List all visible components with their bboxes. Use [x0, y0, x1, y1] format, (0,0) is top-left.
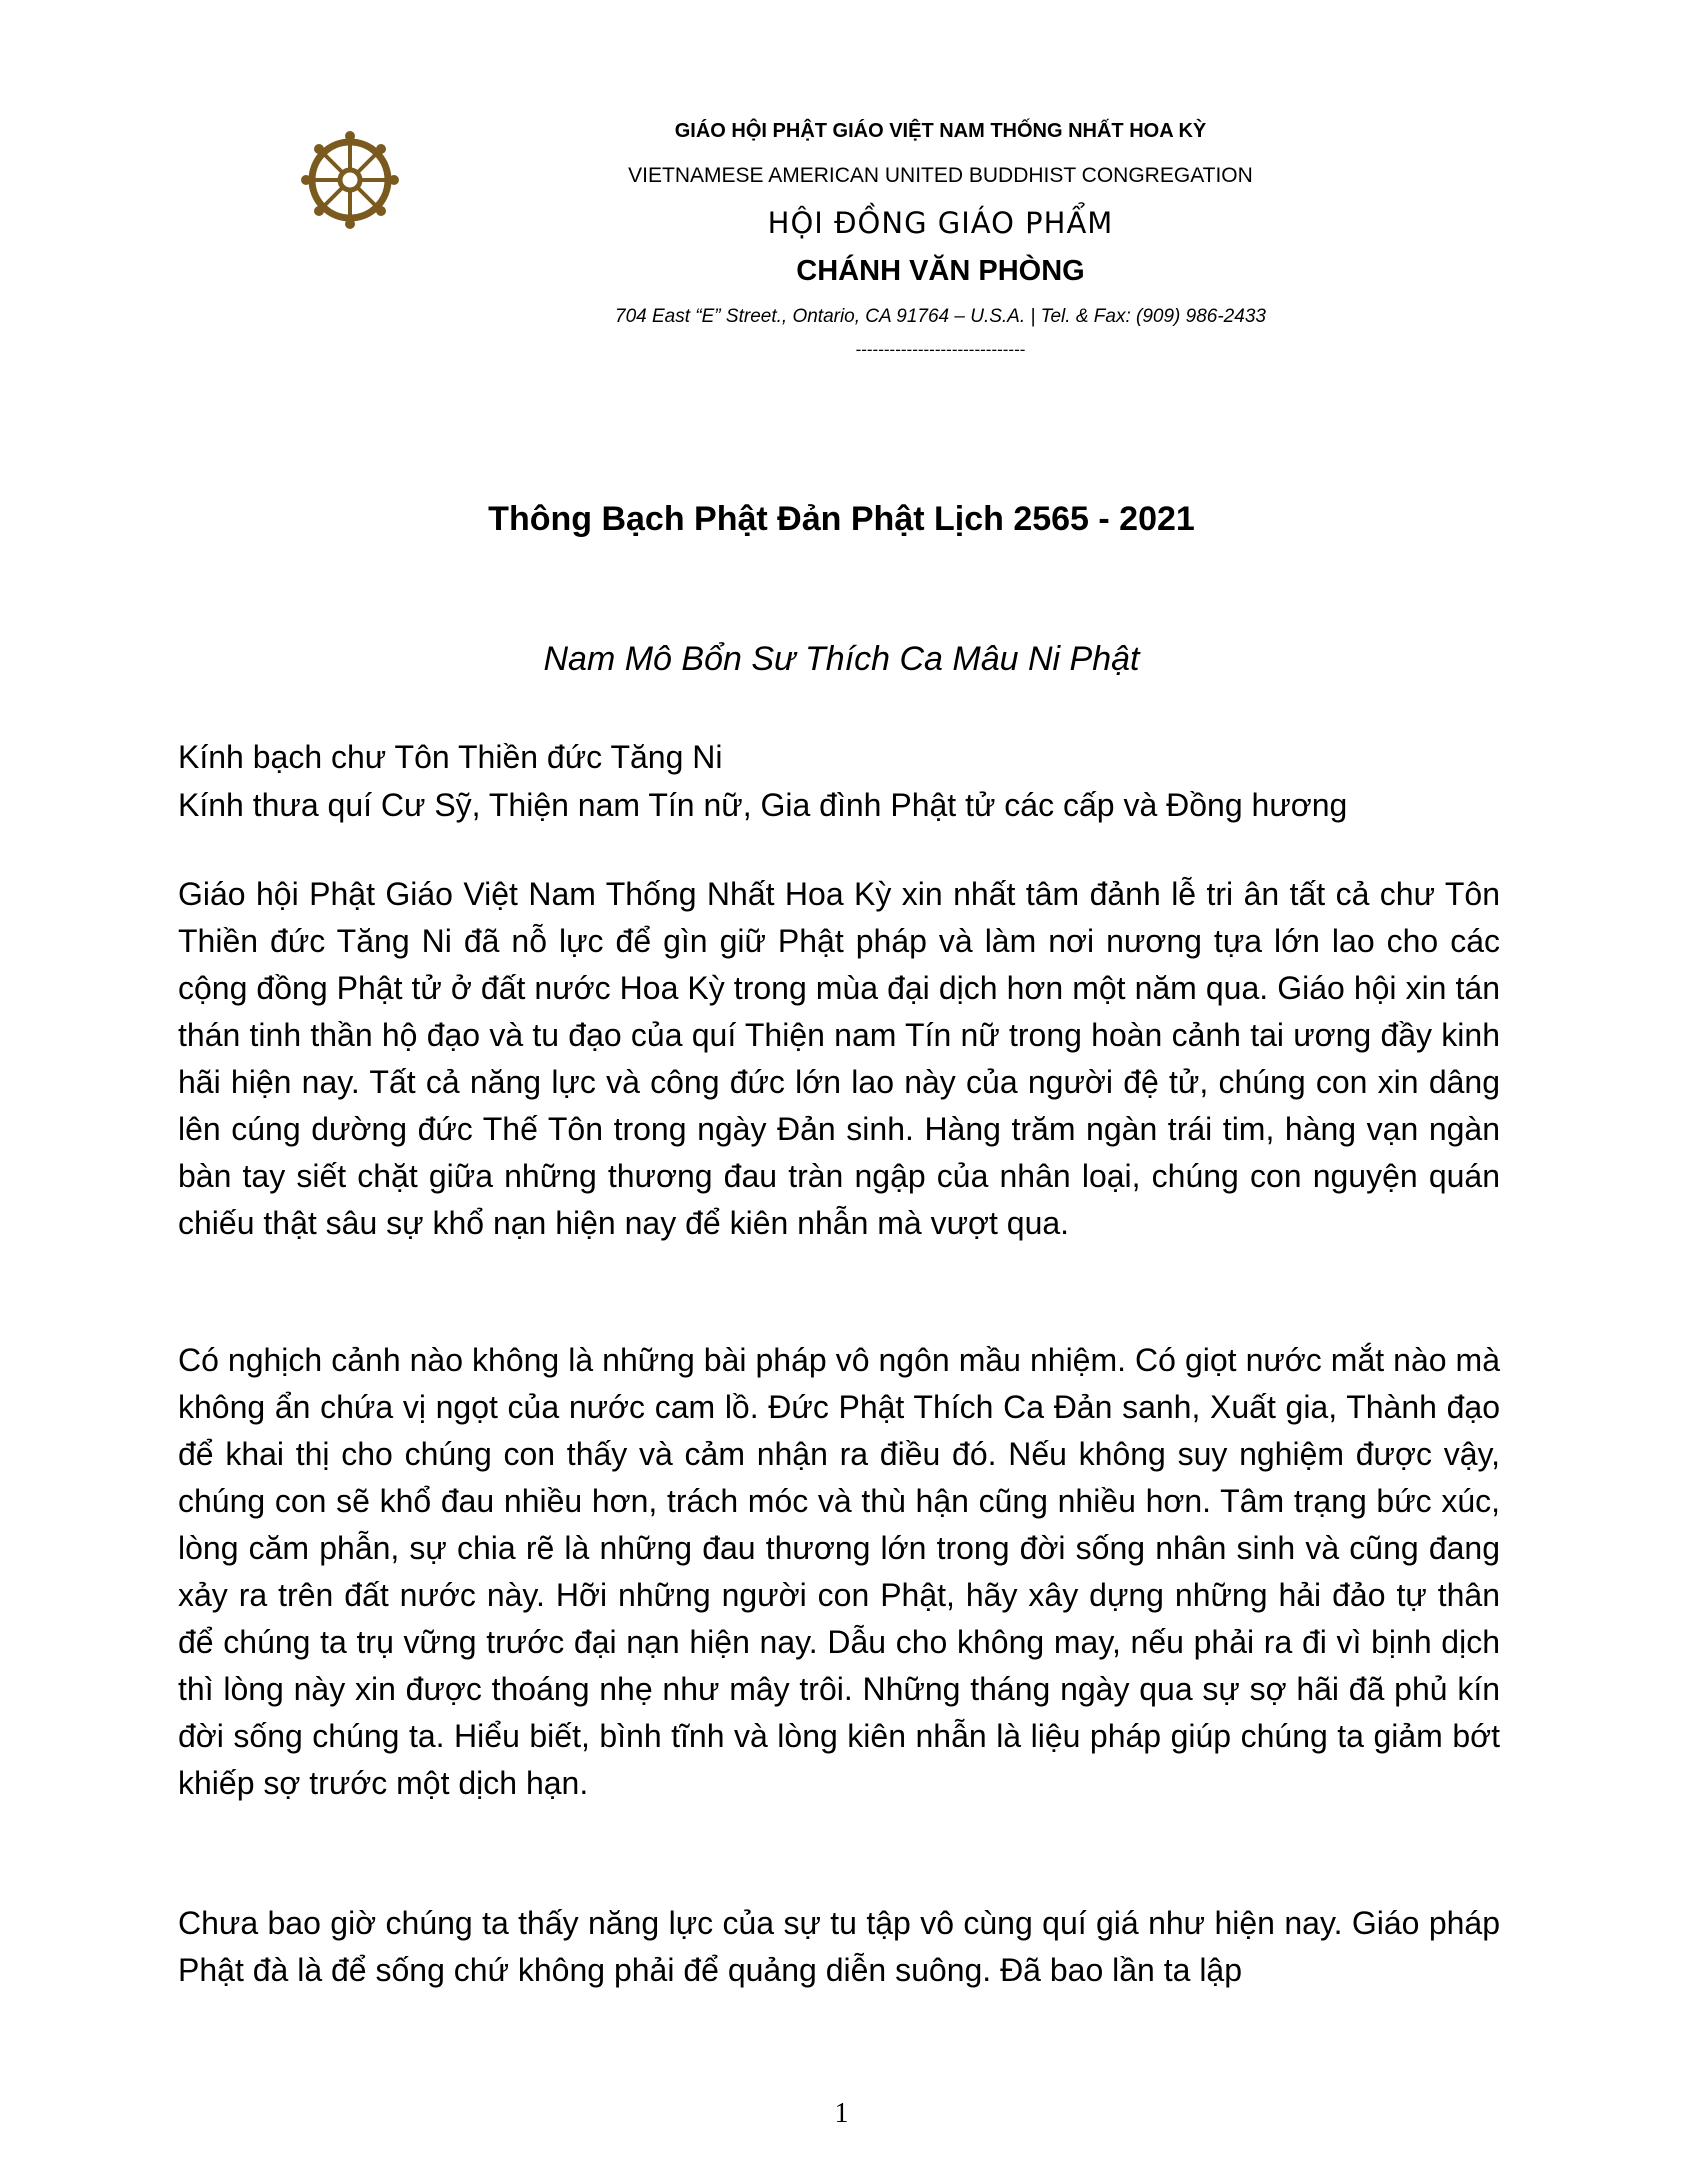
invocation: Nam Mô Bổn Sư Thích Ca Mâu Ni Phật: [543, 640, 1140, 678]
council-name: HỘI ĐỒNG GIÁO PHẨM: [767, 206, 1114, 240]
body-paragraph: Giáo hội Phật Giáo Việt Nam Thống Nhất Hoa Kỳ xin nhất tâm đảnh lễ tri ân tất cả chư Tôn Thiền đức Tăng Ni đã nỗ lực để gìn giữ Phật pháp và làm nơi nương tựa lớn lao cho các cộng đồng Phật tử ở đất nước Hoa Kỳ trong mùa đại dịch hơn một năm qua. Giáo hội xin tán thán tinh thần hộ đạo và tu đạo của quí Thiện nam Tín nữ trong hoàn cảnh tai ương đầy kinh hãi hiện nay. Tất cả năng lực và công đức lớn lao này của người đệ tử, chúng con xin dâng lên cúng dường đức Thế Tôn trong ngày Đản sinh. Hàng trăm ngàn trái tim, hàng vạn ngàn bàn tay siết chặt giữa những thương đau tràn ngập của nhân loại, chúng con nguyện quán chiếu thật sâu sự khổ nạn hiện nay để kiên nhẫn mà vượt qua.: [178, 876, 1500, 1241]
org-name-vietnamese: GIÁO HỘI PHẬT GIÁO VIỆT NAM THỐNG NHẤT HOA KỲ: [674, 120, 1207, 142]
body-paragraph: Chưa bao giờ chúng ta thấy năng lực của sự tu tập vô cùng quí giá như hiện nay. Giáo pháp Phật đà là để sống chứ không phải để quảng diễn suông. Đã bao lần ta lập: [178, 1905, 1500, 1988]
address-line: 704 East “E” Street., Ontario, CA 91764 – U.S.A. | Tel. & Fax: (909) 986-2433: [615, 306, 1266, 327]
document-title: Thông Bạch Phật Đản Phật Lịch 2565 - 2021: [488, 500, 1195, 538]
body-paragraph: Có nghịch cảnh nào không là những bài pháp vô ngôn mầu nhiệm. Có giọt nước mắt nào mà không ẩn chứa vị ngọt của nước cam lồ. Đức Phật Thích Ca Đản sanh, Xuất gia, Thành đạo để khai thị cho chúng con thấy và cảm nhận ra điều đó. Nếu không suy nghiệm được vậy, chúng con sẽ khổ đau nhiều hơn, trách móc và thù hận cũng nhiều hơn. Tâm trạng bức xúc, lòng căm phẫn, sự chia rẽ là những đau thương lớn trong đời sống nhân sinh và cũng đang xảy ra trên đất nước này. Hỡi những người con Phật, hãy xây dựng những hải đảo tự thân để chúng ta trụ vững trước đại nạn hiện nay. Dẫu cho không may, nếu phải ra đi vì bịnh dịch thì lòng này xin được thoáng nhẹ như mây trôi. Những tháng ngày qua sự sợ hãi đã phủ kín đời sống chúng ta. Hiểu biết, bình tĩnh và lòng kiên nhẫn là liệu pháp giúp chúng ta giảm bớt khiếp sợ trước một dịch hạn.: [178, 1342, 1500, 1801]
salutations: [178, 733, 1498, 829]
office-name: CHÁNH VĂN PHÒNG: [796, 255, 1085, 287]
salutation-line: Kính bạch chư Tôn Thiền đức Tăng Ni: [178, 739, 723, 775]
header-divider: ------------------------------: [855, 340, 1026, 359]
salutation-line: Kính thưa quí Cư Sỹ, Thiện nam Tín nữ, Gia đình Phật tử các cấp và Đồng hương: [178, 787, 1348, 823]
page-number: 1: [834, 2098, 849, 2129]
org-name-english: VIETNAMESE AMERICAN UNITED BUDDHIST CONGREGATION: [628, 164, 1253, 187]
